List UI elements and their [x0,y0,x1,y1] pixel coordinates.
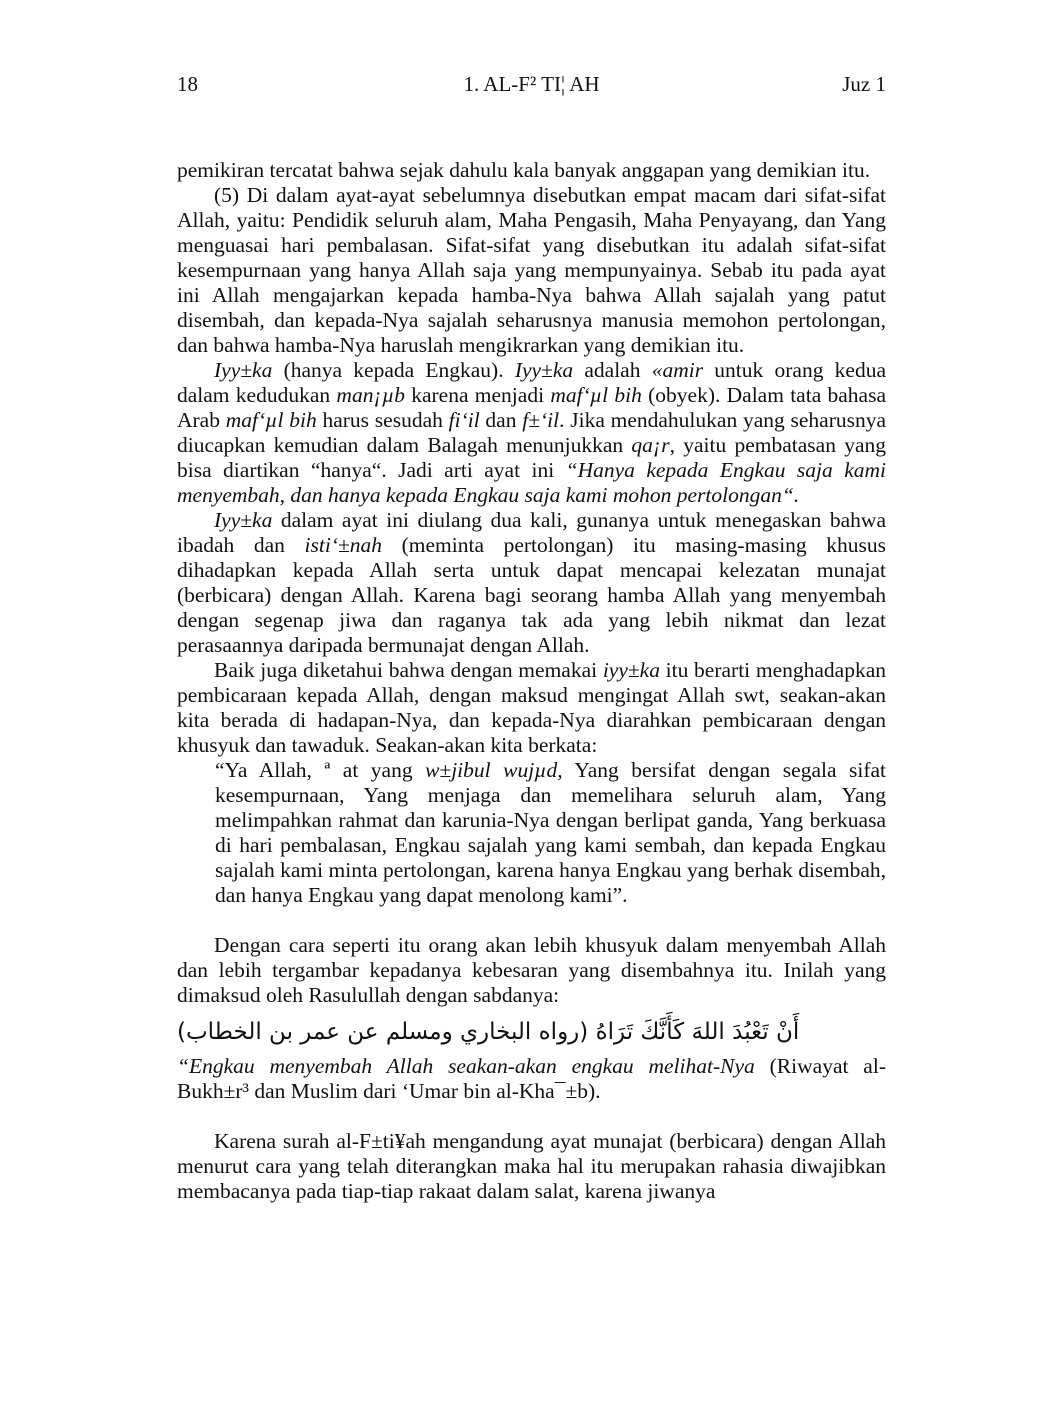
paragraph-continued: pemikiran tercatat bahwa sejak dahulu kala banyak anggapan yang demikian itu. [177,158,871,182]
text: . Jadi arti ayat ini [381,458,566,482]
paragraph-fatihah: Karena surah al-F±ti¥ah mengandung ayat munajat (berbicara) dengan Allah menurut cara yang telah diterangkan maka hal itu merupakan rahasia diwajibkan membacanya pada tiap-tiap rakaat dalam salat, karena jiwanya [177,1129,886,1203]
text: adalah [573,358,652,382]
term: fi‘il [448,408,480,432]
term: qa¡r [631,433,670,457]
paragraph-khusyuk: Dengan cara seperti itu orang akan lebih khusyuk dalam menyembah Allah dan lebih tergambar kepadanya kebesaran yang disembahnya itu. Inilah yang dimaksud oleh Rasulullah dengan sabdanya: [177,933,886,1007]
term: Iyy±ka [214,508,273,532]
text: Yang bersifat dengan segala sifat kesempurnaan, Yang menjaga dan memelihara seluruh alam, Yang melimpahkan rahmat dan karunia-Nya dengan berlipat ganda, Yang berkuasa di hari pembalasan, Engkau sajalah yang kami sembah, dan kepada Engkau sajalah kami minta pertolongan, karena hanya Engkau yang berhak disembah, dan hanya Engkau yang dapat menolong kami”. [215,758,886,907]
text: (meminta pertolongan) itu masing-masing khusus dihadapkan kepada Allah serta untuk dapat mencapai kelezatan munajat (berbicara) dengan Allah. Karena bagi seorang hamba Allah yang menyembah dengan segenap jiwa dan raganya tak ada yang lebih nikmat dan lezat perasaannya daripada bermunajat dengan Allah. [177,533,886,657]
hadith-translation [177,1054,886,1104]
citation: (Riwayat al-Bukh±r³ dan Muslim dari ‘Umar bin al-Kha¯±b). [177,1054,886,1103]
text: untuk orang kedua dalam kedudukan [177,358,886,407]
text: “hanya“ [310,458,382,482]
translation: “Engkau menyembah Allah seakan-akan engkau melihat-Nya [177,1054,755,1078]
text: karena menjadi [404,383,551,407]
text: . Jika mendahulukan yang seharusnya diucapkan kemudian dalam Balagah menunjukkan [177,408,887,457]
text: (obyek). Dalam tata bahasa Arab [177,383,887,432]
text: , yaitu pembatasan yang bisa diartikan [177,433,886,482]
page-header [177,72,886,102]
text: (hanya kepada Engkau). [272,358,515,382]
term: f±‘il [522,408,560,432]
page-number: 18 [177,72,198,96]
text: “Ya Allah, ª at yang [215,758,426,782]
term: «amir [651,358,704,382]
term: maf‘µl bih [550,383,642,407]
paragraph-iyyaka [177,358,886,508]
term: isti‘±nah [304,533,383,557]
text: harus sesudah [316,408,449,432]
text: dalam ayat ini diulang dua kali, gunanya untuk menegaskan bahwa ibadah dan [177,508,886,557]
chapter-title: 1. AL-F² TI¦ AH [463,72,600,96]
prayer-quote [215,758,886,908]
hadith-arabic: أَنْ تَعْبُدَ اللهَ كَأَنَّكَ تَرَاهُ (رواه البخاري ومسلم عن عمر بن الخطاب) [177,1019,800,1045]
paragraph-address [177,658,886,758]
paragraph-5: (5) Di dalam ayat-ayat sebelumnya disebutkan empat macam dari sifat-sifat Allah, yaitu: Pendidik seluruh alam, Maha Pengasih, Maha Penyayang, dan Yang menguasai hari pembalasan. Sifat-sifat yang disebutkan itu adalah sifat-sifat kesempurnaan yang hanya Allah saja yang mempunyainya. Sebab itu pada ayat ini Allah mengajarkan kepada hamba-Nya bahwa Allah sajalah yang patut disembah, dan kepada-Nya sajalah seharusnya manusia memohon pertolongan, dan bahwa hamba-Nya haruslah mengikrarkan yang demikian itu. [177,183,886,357]
juz-label: Juz 1 [842,72,886,96]
text: dan [479,408,523,432]
page-body [177,158,886,1204]
translation: “Hanya kepada Engkau saja kami menyembah, dan hanya kepada Engkau saja kami mohon pertolongan“. [177,458,886,507]
term: maf‘µl bih [225,408,317,432]
term: man¡µb [336,383,405,407]
paragraph-repetition [177,508,886,658]
term: Iyy±ka [514,358,574,382]
term: w±jibul wujµd, [425,758,563,782]
text: itu berarti menghadapkan pembicaraan kepada Allah, dengan maksud mengingat Allah swt, seakan-akan kita berada di hadapan-Nya, dan kepada-Nya diarahkan pembicaraan dengan khusyuk dan tawaduk. Seakan-akan kita berkata: [177,658,886,757]
text: Baik juga diketahui bahwa dengan memakai [214,658,603,682]
term: iyy±ka [602,658,660,682]
term: Iyy±ka [214,358,273,382]
